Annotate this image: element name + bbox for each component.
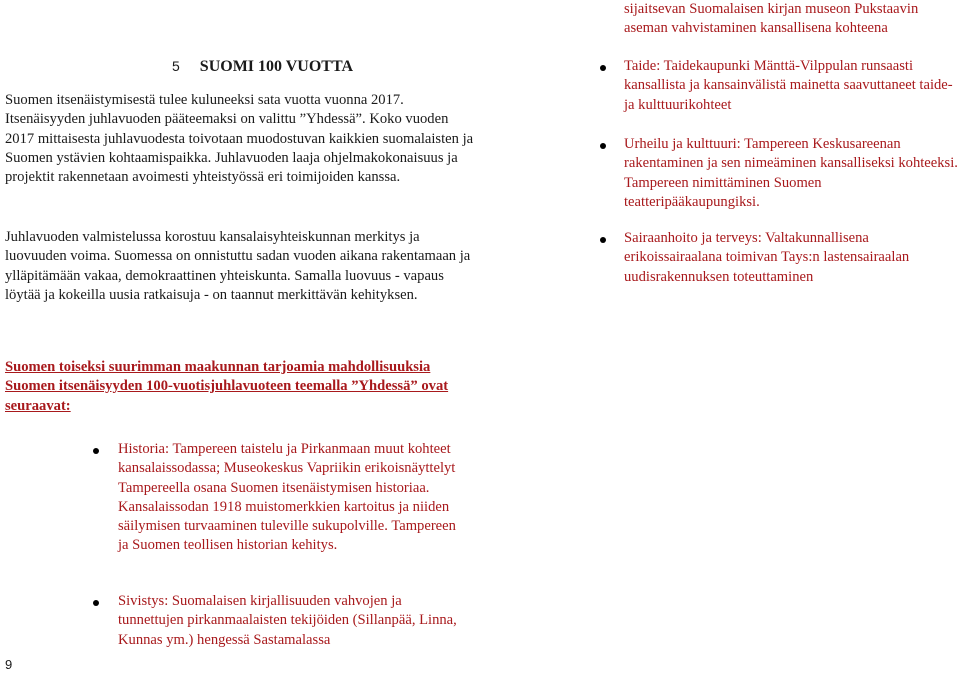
section-heading (172, 58, 353, 76)
continuation-text: sijaitsevan Suomalaisen kirjan museon Pukstaavin aseman vahvistaminen kansallisena kohteena (624, 1, 919, 37)
bullet-item-healthcare: Sairaanhoito ja terveys: Valtakunnallisena erikoissairaalana toimivan Tays:n lastensairaalan uudisrakennuksen toteuttaminen (624, 230, 910, 285)
section-title: SUOMI 100 VUOTTA (199, 58, 353, 75)
bullet-item-art: Taide: Taidekaupunki Mänttä-Vilppulan runsaasti kansallista ja kansainvälistä mainetta saavuttaneet taide- ja kulttuurikohteet (624, 58, 953, 113)
bullet-item-sports-culture: Urheilu ja kulttuuri: Tampereen Keskusareenan rakentaminen ja sen nimeäminen kansalliseksi kohteeksi. Tampereen nimittäminen Suomen teatteripääkaupungiksi. (624, 136, 958, 210)
bullet-icon (600, 65, 606, 71)
creativity-paragraph: Juhlavuoden valmistelussa korostuu kansalaisyhteiskunnan merkitys ja luovuuden voima. Suomessa on onnistuttu sadan vuoden aikana rakentamaan ja ylläpitämään vakaa, demokraattinen yhteiskunta. Samalla luovuus - vapaus löytää ja kokeilla uusia ratkaisuja - on taannut merkittävän kehityksen. (5, 229, 471, 303)
opportunities-heading: Suomen toiseksi suurimman maakunnan tarjoamia mahdollisuuksia Suomen itsenäisyyden 100-vuotisjuhlavuoteen teemalla ”Yhdessä” ovat seuraavat: (5, 359, 449, 414)
bullet-icon (600, 143, 606, 149)
page-number: 9 (5, 657, 13, 672)
bullet-icon (600, 237, 606, 243)
bullet-icon (93, 600, 99, 606)
bullet-icon (93, 448, 99, 454)
intro-paragraph: Suomen itsenäistymisestä tulee kuluneeksi sata vuotta vuonna 2017. Itsenäisyyden juhlavuoden pääteemaksi on valittu ”Yhdessä”. Koko vuoden 2017 mittaisesta juhlavuodesta toivotaan muodostuvan kaikkien suomalaisten ja Suomen ystävien kohtaamispaikka. Juhlavuoden laaja ohjelmakokonaisuus ja projektit rakennetaan avoimesti yhteistyössä eri toimijoiden kanssa. (5, 92, 474, 186)
section-number: 5 (172, 58, 180, 74)
bullet-item-history: Historia: Tampereen taistelu ja Pirkanmaan muut kohteet kansalaissodassa; Museokeskus Vapriikin erikoisnäyttelyt Tampereella osana Suomen itsenäistymisen historiaa. Kansalaissodan 1918 muistomerkkien kartoitus ja niiden säilymisen turvaaminen tuleville sukupolville. Tampereen ja Suomen teollisen historian kehitys. (118, 441, 456, 554)
bullet-item-education: Sivistys: Suomalaisen kirjallisuuden vahvojen ja tunnettujen pirkanmaalaisten tekijöiden (Sillanpää, Linna, Kunnas ym.) hengessä Sastamalassa (118, 593, 457, 648)
